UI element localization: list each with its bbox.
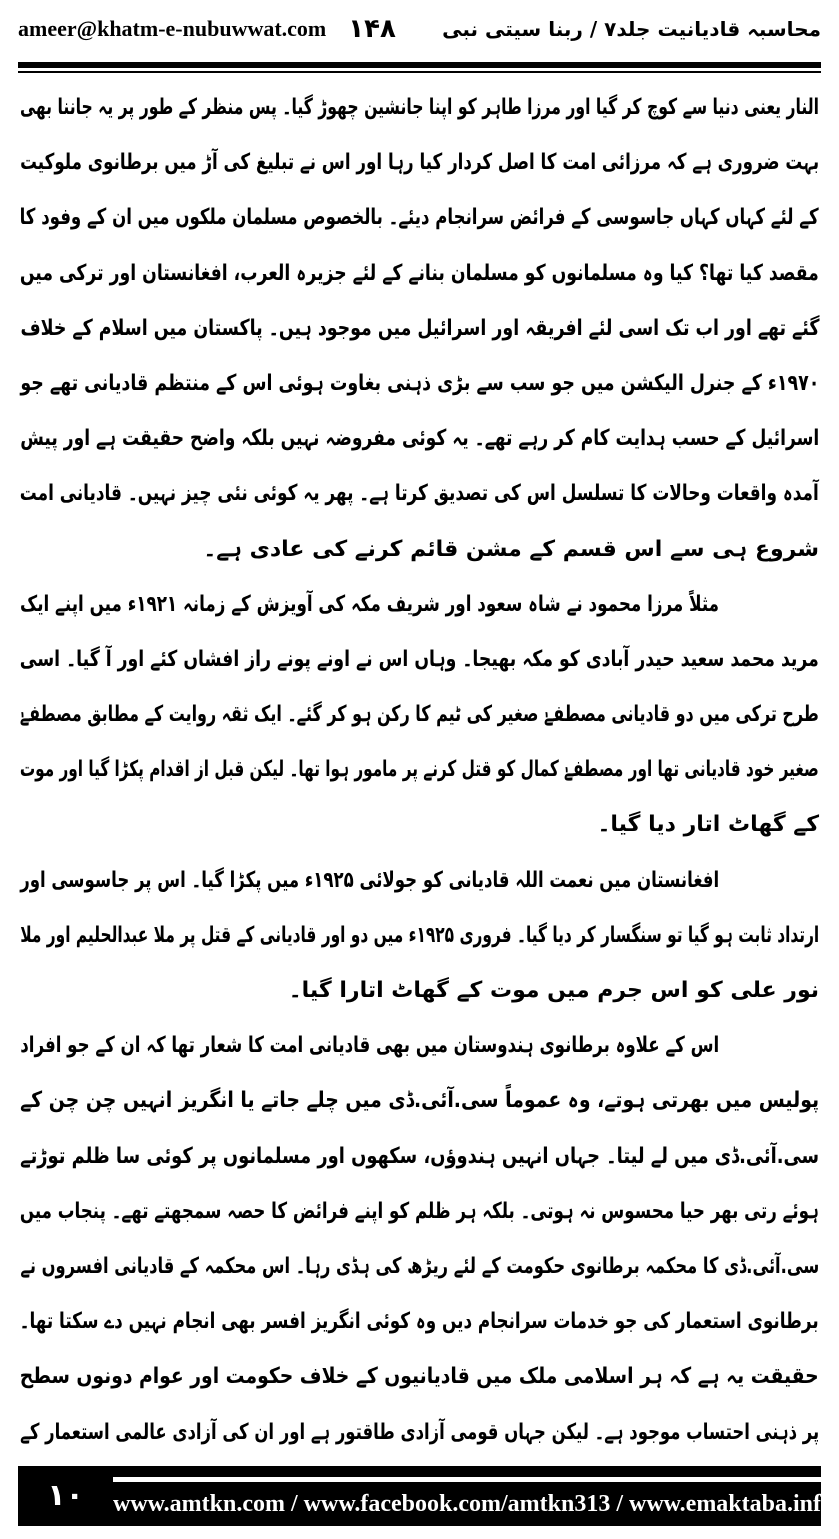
page-footer (18, 1466, 833, 1524)
text-line-row (20, 1018, 819, 1073)
footer-links: www.amtkn.com / www.facebook.com/amtkn313 / www.emaktaba.info (113, 1482, 821, 1526)
text-line-row (20, 687, 819, 742)
text-line-row (20, 1405, 819, 1460)
text-line: ارتداد ثابت ہو گیا تو سنگسار کر دیا گیا۔ فروری ۱۹۲۵ء میں دو اور قادیانی کے قتل پر ملا عبدالحلیم اور ملا (20, 922, 819, 948)
text-line: پولیس میں بھرتی ہوتے، وہ عموماً سی.آئی.ڈی میں چلے جاتے یا انگریز انہیں چن چن کے (20, 1088, 819, 1114)
text-line: اس کے علاوہ برطانوی ہندوستان میں بھی قادیانی امت کا شعار تھا کہ ان کے جو افراد (20, 1033, 719, 1059)
text-line: مرید محمد سعید حیدر آبادی کو مکہ بھیجا۔ وہاں اس نے اونے پونے راز افشاں کئے اور آ گیا۔ اسی (20, 646, 819, 672)
footer-rule (113, 1466, 821, 1477)
text-line-row (20, 908, 819, 963)
header-rule-thin (18, 71, 821, 73)
text-line: افغانستان میں نعمت اللہ قادیانی کو جولائی ۱۹۲۵ء میں پکڑا گیا۔ اس پر جاسوسی اور (20, 867, 719, 893)
text-line-row (20, 301, 819, 356)
page-header (18, 0, 821, 58)
text-line-row (20, 466, 819, 521)
page-body-text (20, 80, 819, 1460)
text-line: کے لئے کہاں کہاں جاسوسی کے فرائض سرانجام دیئے۔ بالخصوص مسلمان ملکوں میں ان کے وفود کا (20, 205, 819, 231)
text-line: مثلاً مرزا محمود نے شاہ سعود اور شریف مکہ کی آویزش کے زمانہ ۱۹۲۱ء میں اپنے ایک (20, 591, 719, 617)
text-line: نور علی کو اس جرم میں موت کے گھاٹ اتارا گیا۔ (288, 978, 819, 1003)
text-line: پر ذہنی احتساب موجود ہے۔ لیکن جہاں قومی آزادی طاقتور ہے اور ان کی آزادی عالمی استعمار کے (20, 1419, 819, 1445)
text-line: گئے تھے اور اب تک اسی لئے افریقہ اور اسرائیل میں موجود ہیں۔ پاکستان میں اسلام کے خلاف (20, 315, 819, 341)
footer-page-number: ۱۰ (18, 1466, 113, 1526)
text-line-row (20, 522, 819, 577)
text-line: کے گھاٹ اتار دیا گیا۔ (597, 812, 819, 838)
text-line: طرح ترکی میں دو قادیانی مصطفےٰ صغیر کی ٹیم کا رکن ہو کر گئے۔ ایک ثقہ روایت کے مطابق مصطفےٰ (20, 702, 819, 728)
text-line: سی.آئی.ڈی کا محکمہ برطانوی حکومت کے لئے ریڑھ کی ہڈی رہا۔ اس محکمہ کے قادیانی افسروں نے (20, 1253, 819, 1279)
text-line: بہت ضروری ہے کہ مرزائی امت کا اصل کردار کیا رہا اور اس نے تبلیغ کی آڑ میں برطانوی ملوکیت (20, 150, 819, 176)
text-line-row (20, 1184, 819, 1239)
text-line-row (20, 963, 819, 1018)
text-line-row (20, 1294, 819, 1349)
text-line-row (20, 1073, 819, 1128)
text-line-row (20, 135, 819, 190)
text-line: ہوئے رتی بھر حیا محسوس نہ ہوتی۔ بلکہ ہر ظلم کو اپنے فرائض کا حصہ سمجھتے تھے۔ پنجاب میں (20, 1198, 819, 1224)
text-line-row (20, 797, 819, 852)
text-line: برطانوی استعمار کی جو خدمات سرانجام دیں وہ کوئی انگریز افسر بھی انجام نہیں دے سکتا تھا۔ (20, 1309, 819, 1335)
text-line: سی.آئی.ڈی میں لے لیتا۔ جہاں انہیں ہندوؤں، سکھوں اور مسلمانوں پر کوئی سا ظلم توڑتے (20, 1143, 819, 1169)
header-email: ameer@khatm-e-nubuwwat.com (18, 16, 327, 41)
header-rule-thick (18, 62, 821, 68)
text-line: شروع ہی سے اس قسم کے مشن قائم کرنے کی عادی ہے۔ (203, 536, 819, 562)
text-line-row (20, 632, 819, 687)
text-line-row (20, 1129, 819, 1184)
text-line-row (20, 853, 819, 908)
text-line: اسرائیل کے حسب ہدایت کام کر رہے تھے۔ یہ کوئی مفروضہ نہیں بلکہ واضح حقیقت ہے اور پیش (20, 426, 819, 452)
book-title: محاسبہ قادیانیت جلد۷ / ربنا سیتی نبی (442, 17, 821, 41)
text-line: مقصد کیا تھا؟ کیا وہ مسلمانوں کو مسلمان بنانے کے لئے جزیرہ العرب، افغانستان اور ترکی میں (20, 260, 819, 286)
text-line: النار یعنی دنیا سے کوچ کر گیا اور مرزا طاہر کو اپنا جانشین چھوڑ گیا۔ پس منظر کے طور پر یہ جاننا بھی (20, 95, 819, 120)
text-line-row (20, 411, 819, 466)
text-line-row (20, 190, 819, 245)
text-line-row (20, 1349, 819, 1404)
header-left-group (18, 14, 396, 44)
text-line: صغیر خود قادیانی تھا اور مصطفےٰ کمال کو قتل کرنے پر مامور ہوا تھا۔ لیکن قبل از اقدام پکڑا گیا اور موت (20, 757, 819, 783)
text-line: ۱۹۷۰ء کے جنرل الیکشن میں جو سب سے بڑی ذہنی بغاوت ہوئی اس کے منتظم قادیانی تھے جو (20, 370, 819, 396)
text-line-row (20, 742, 819, 797)
text-line-row (20, 356, 819, 411)
text-line-row (20, 246, 819, 301)
text-line: حقیقت یہ ہے کہ ہر اسلامی ملک میں قادیانیوں کے خلاف حکومت اور عوام دونوں سطح (20, 1364, 819, 1390)
text-line-row (20, 80, 819, 135)
text-line-row (20, 1239, 819, 1294)
text-line: آمدہ واقعات وحالات کا تسلسل اس کی تصدیق کرتا ہے۔ پھر یہ کوئی نئی چیز نہیں۔ قادیانی امت (20, 481, 819, 507)
text-line-row (20, 577, 819, 632)
header-page-number: ۱۴۸ (348, 14, 396, 44)
